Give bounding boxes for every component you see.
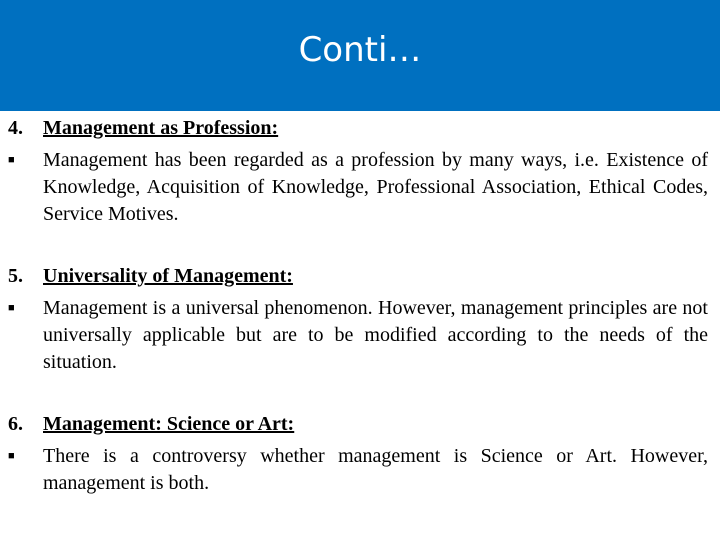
- title-bar: [0, 0, 720, 111]
- section-heading: Management as Profession:: [43, 117, 279, 139]
- section-number: 5.: [8, 265, 23, 287]
- bullet-icon: ■: [8, 302, 15, 314]
- bullet-icon: ■: [8, 154, 15, 166]
- section-6: [8, 411, 708, 497]
- section-bullet-text: Management is a universal phenomenon. However, management principles are not universally applicable but are to be modified according to the needs of the situation.: [43, 297, 708, 373]
- section-4: [8, 115, 708, 228]
- slide-title: Conti…: [298, 30, 422, 70]
- section-5: [8, 263, 708, 376]
- section-number: 4.: [8, 117, 23, 139]
- section-heading: Universality of Management:: [43, 265, 293, 287]
- section-heading: Management: Science or Art:: [43, 413, 295, 435]
- bullet-icon: ■: [8, 450, 15, 462]
- section-bullet-text: There is a controversy whether management is Science or Art. However, management is both.: [43, 445, 708, 494]
- section-number: 6.: [8, 413, 23, 435]
- section-bullet-text: Management has been regarded as a profession by many ways, i.e. Existence of Knowledge, Acquisition of Knowledge, Professional Association, Ethical Codes, Service Motives.: [43, 149, 708, 225]
